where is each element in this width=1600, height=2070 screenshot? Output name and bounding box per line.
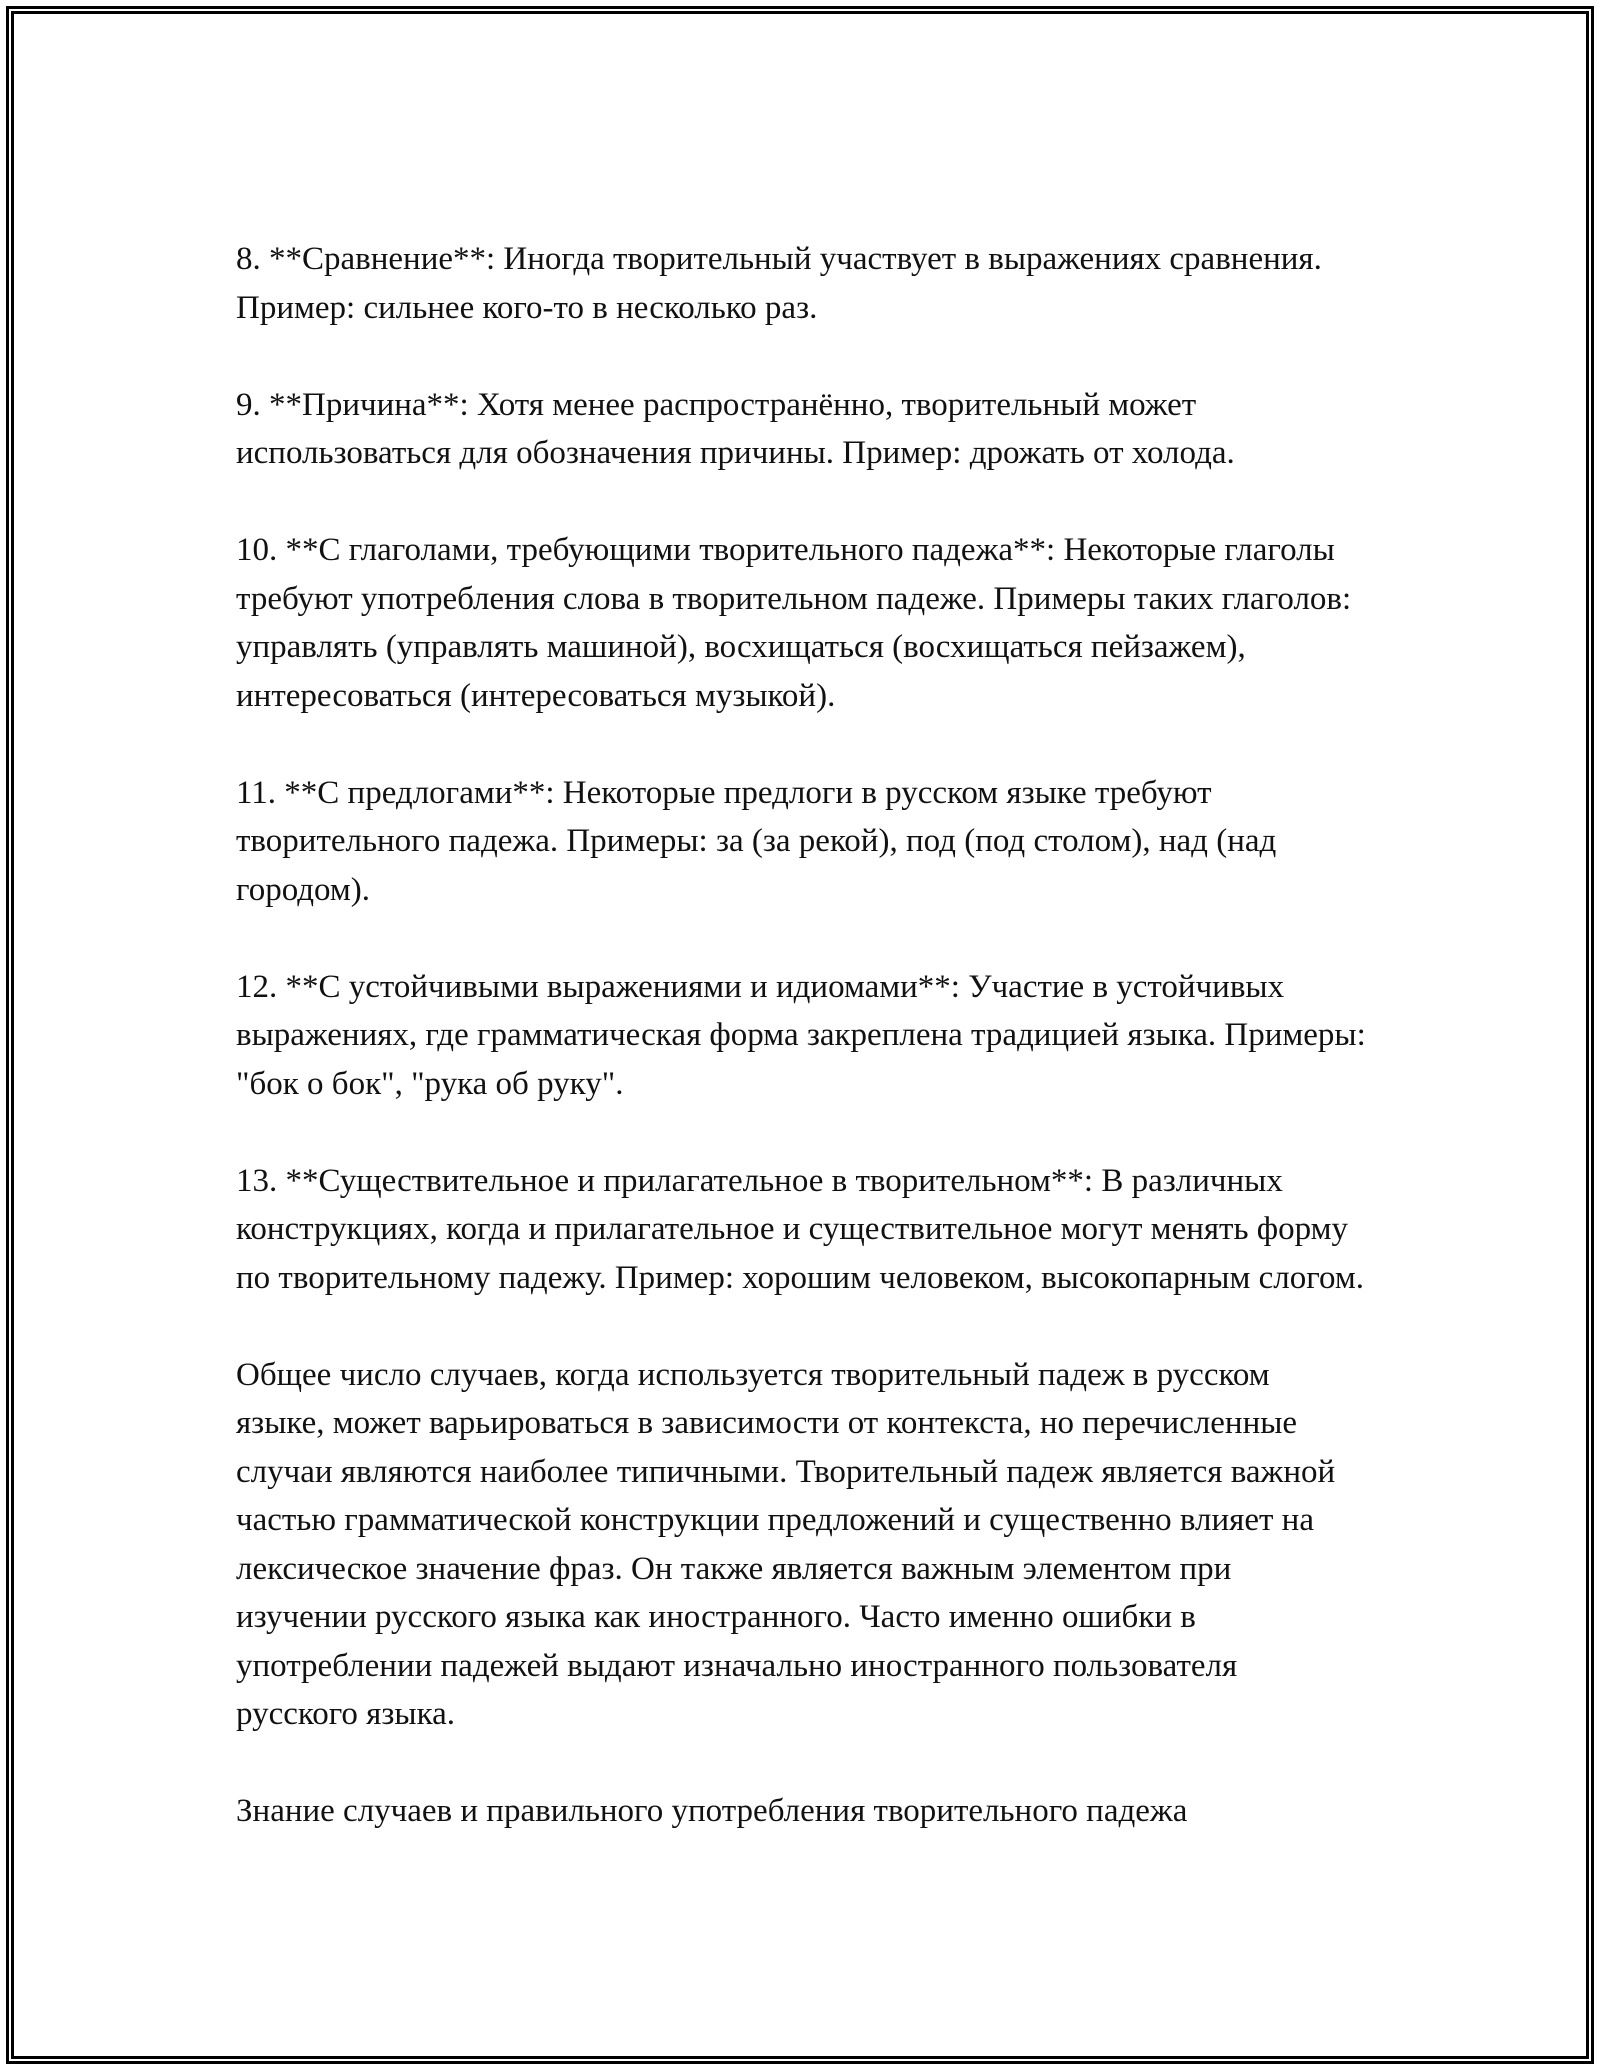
paragraph-summary: Общее число случаев, когда используется творительный падеж в русском языке, может варьироваться в зависимости от контекста, но перечисленные случаи являются наиболее типичными. Творительный падеж является важной частью грамматической конструкции предложений и существенно влияет на лексическое значение фраз. Он также является важным элементом при изучении русского языка как иностранного. Часто именно ошибки в употреблении падежей выдают изначально иностранного пользователя русского языка. [236,1356,1336,1732]
paragraph-noun-adjective: 13. **Существительное и прилагательное в творительном**: В различных конструкциях, когда и прилагательное и существительное могут менять форму по творительному падежу. Пример: хорошим человеком, высокопарным слогом. [236,1162,1364,1296]
paragraph-prepositions: 11. **С предлогами**: Некоторые предлоги в русском языке требуют творительного падежа. Примеры: за (за рекой), под (под столом), над (над городом). [236,774,1277,908]
paragraph-cause: 9. **Причина**: Хотя менее распространённо, творительный может использоваться для обозначения причины. Пример: дрожать от холода. [236,386,1235,471]
paragraph-comparison: 8. **Сравнение**: Иногда творительный участвует в выражениях сравнения. Пример: сильнее кого-то в несколько раз. [236,241,1322,326]
paragraph-conclusion: Знание случаев и правильного употребления творительного падежа [236,1793,1188,1829]
document-body [236,235,1366,1836]
paragraph-verbs: 10. **С глаголами, требующими творительного падежа**: Некоторые глаголы требуют употребления слова в творительном падеже. Примеры таких глаголов: управлять (управлять машиной), восхищаться (восхищаться пейзажем), интересоваться (интересоваться музыкой). [236,532,1352,714]
paragraph-idioms: 12. **С устойчивыми выражениями и идиомами**: Участие в устойчивых выражениях, где грамматическая форма закреплена традицией языка. Примеры: "бок о бок", "рука об руку". [236,968,1366,1102]
